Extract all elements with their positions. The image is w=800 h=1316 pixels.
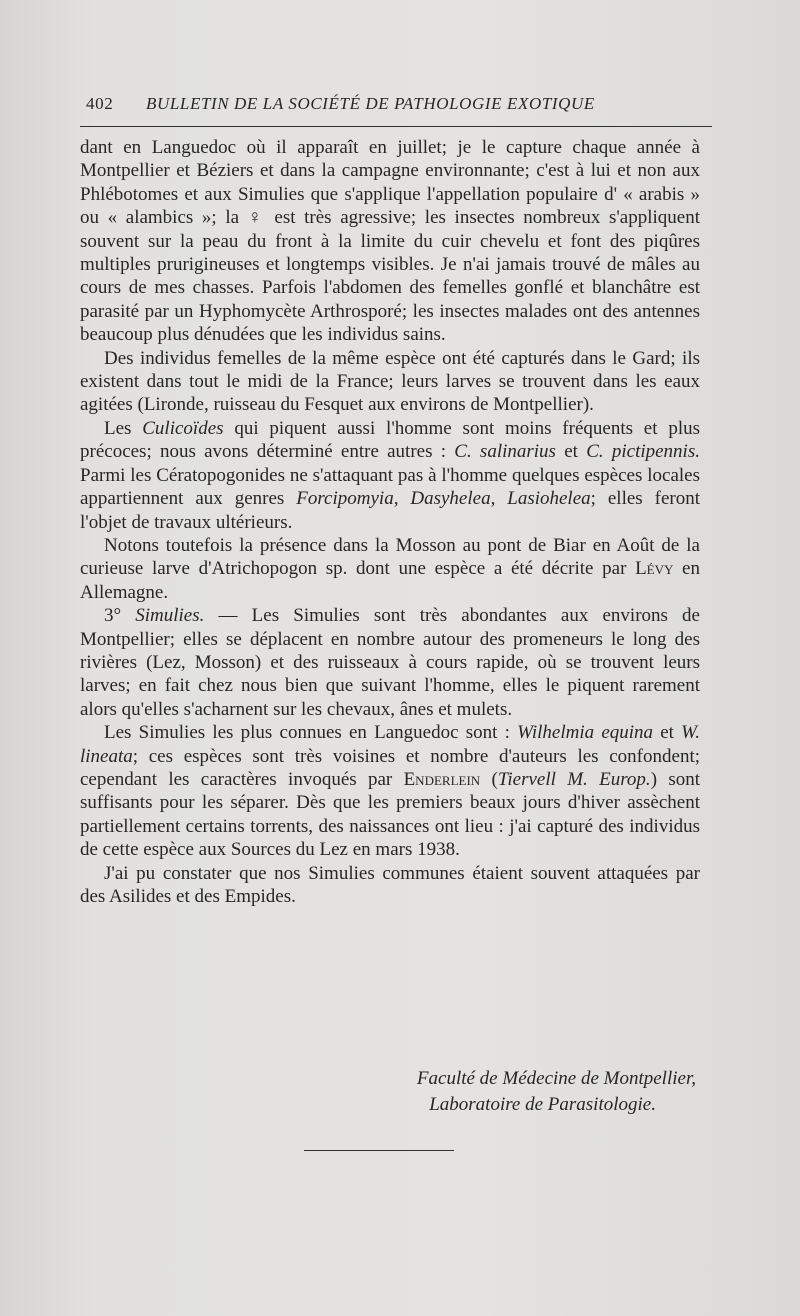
text: en Allemagne. [80, 558, 700, 603]
section-number: 3° [104, 605, 136, 627]
text: et [555, 441, 587, 463]
author-name: Lévy [635, 558, 674, 580]
paragraph-7: J'ai pu constater que nos Simulies communes étaient souvent attaquées par des Asilides et des Empides. [80, 862, 700, 907]
paragraph-3 [80, 417, 700, 534]
author-name: Enderlein [403, 768, 481, 790]
text: ( [480, 768, 498, 790]
taxon-name: Culicoïdes [142, 417, 224, 439]
text: — Les Simulies sont très abondantes aux environs de Montpellier; elles se déplacent en nombre autour des promeneurs le long des rivières (Lez, Mosson) et des ruisseaux à cours rapide, où se trouvent leurs larves; en fait chez nous bien que suivant l'homme, elles le piquent rarement alors qu'elles s'acharnent sur les chevaux, ânes et mulets. [80, 605, 700, 720]
end-rule [304, 1150, 454, 1151]
body-text [80, 136, 700, 908]
text: Notons toutefois la présence dans la Mosson au pont de Biar en Août de la curieuse larve d'Atrichopogon sp. dont une espèce a été décrite par [80, 534, 700, 580]
header-rule [80, 126, 712, 127]
paragraph-6 [80, 721, 700, 861]
taxon-name: Wilhelmia equina [517, 722, 654, 744]
taxon-name: C. salinarius [454, 441, 556, 463]
paragraph-4 [80, 534, 700, 604]
section-title: Simulies. [135, 605, 205, 627]
page-number: 402 [86, 94, 114, 113]
text: ) sont suffisants pour les séparer. Dès que les premiers beaux jours d'hiver assèchent partiellement certains torrents, des naissances ont lieu : j'ai capturé des individus de cette espèce aux Sources du Lez en mars 1938. [80, 768, 701, 861]
paragraph-5 [80, 604, 700, 721]
running-title: BULLETIN DE LA SOCIÉTÉ DE PATHOLOGIE EXOTIQUE [146, 94, 595, 113]
text: ; elles feront l'objet de travaux ultérieurs. [80, 488, 700, 533]
taxon-name: Forcipomyia, Dasyhelea, Lasiohelea [296, 488, 591, 510]
taxon-name: C. pictipennis. [586, 441, 700, 463]
text: et [653, 722, 682, 744]
signature-block [80, 1066, 696, 1118]
text: Parmi les Cératopogonides ne s'attaquant pas à l'homme quelques espèces locales appartiennent aux genres [80, 464, 700, 510]
taxon-name: W. lineata [80, 722, 701, 767]
paragraph-2: Des individus femelles de la même espèce ont été capturés dans le Gard; ils existent dans tout le midi de la France; leurs larves se trouvent dans les eaux agitées (Lironde, ruisseau du Fesquet aux environs de Montpellier). [80, 347, 700, 416]
text: ; ces espèces sont très voisines et nombre d'auteurs les confondent; cependant les caractères invoqués par [80, 745, 700, 790]
text: Les [104, 417, 143, 439]
reference-title: Tiervell M. Europ. [497, 768, 651, 790]
signature-line-faculty: Faculté de Médecine de Montpellier, [416, 1068, 696, 1089]
paragraph-1: dant en Languedoc où il apparaît en juillet; je le capture chaque année à Montpellier et Béziers et dans la campagne environnante; c'est à lui et non aux Phlébotomes et aux Simulies que s'applique l'appellation populaire d' « arabis » ou « alambics »; la ♀ est très agressive; les insectes nombreux s'appliquent souvent sur la peau du front à la limite du cuir chevelu et font des piqûres multiples prurigineuses et longtemps visibles. Je n'ai jamais trouvé de mâles au cours de mes chasses. Parfois l'abdomen des femelles gonflé et blanchâtre est parasité par un Hyphomycète Arthrosporé; les insectes malades ont des antennes beaucoup plus dénudées que les individus sains. [80, 137, 700, 346]
text: qui piquent aussi l'homme sont moins fréquents et plus précoces; nous avons déterminé entre autres : [80, 417, 700, 463]
signature-line-laboratory: Laboratoire de Parasitologie. [429, 1094, 656, 1115]
text: Les Simulies les plus connues en Languedoc sont : [104, 722, 518, 744]
